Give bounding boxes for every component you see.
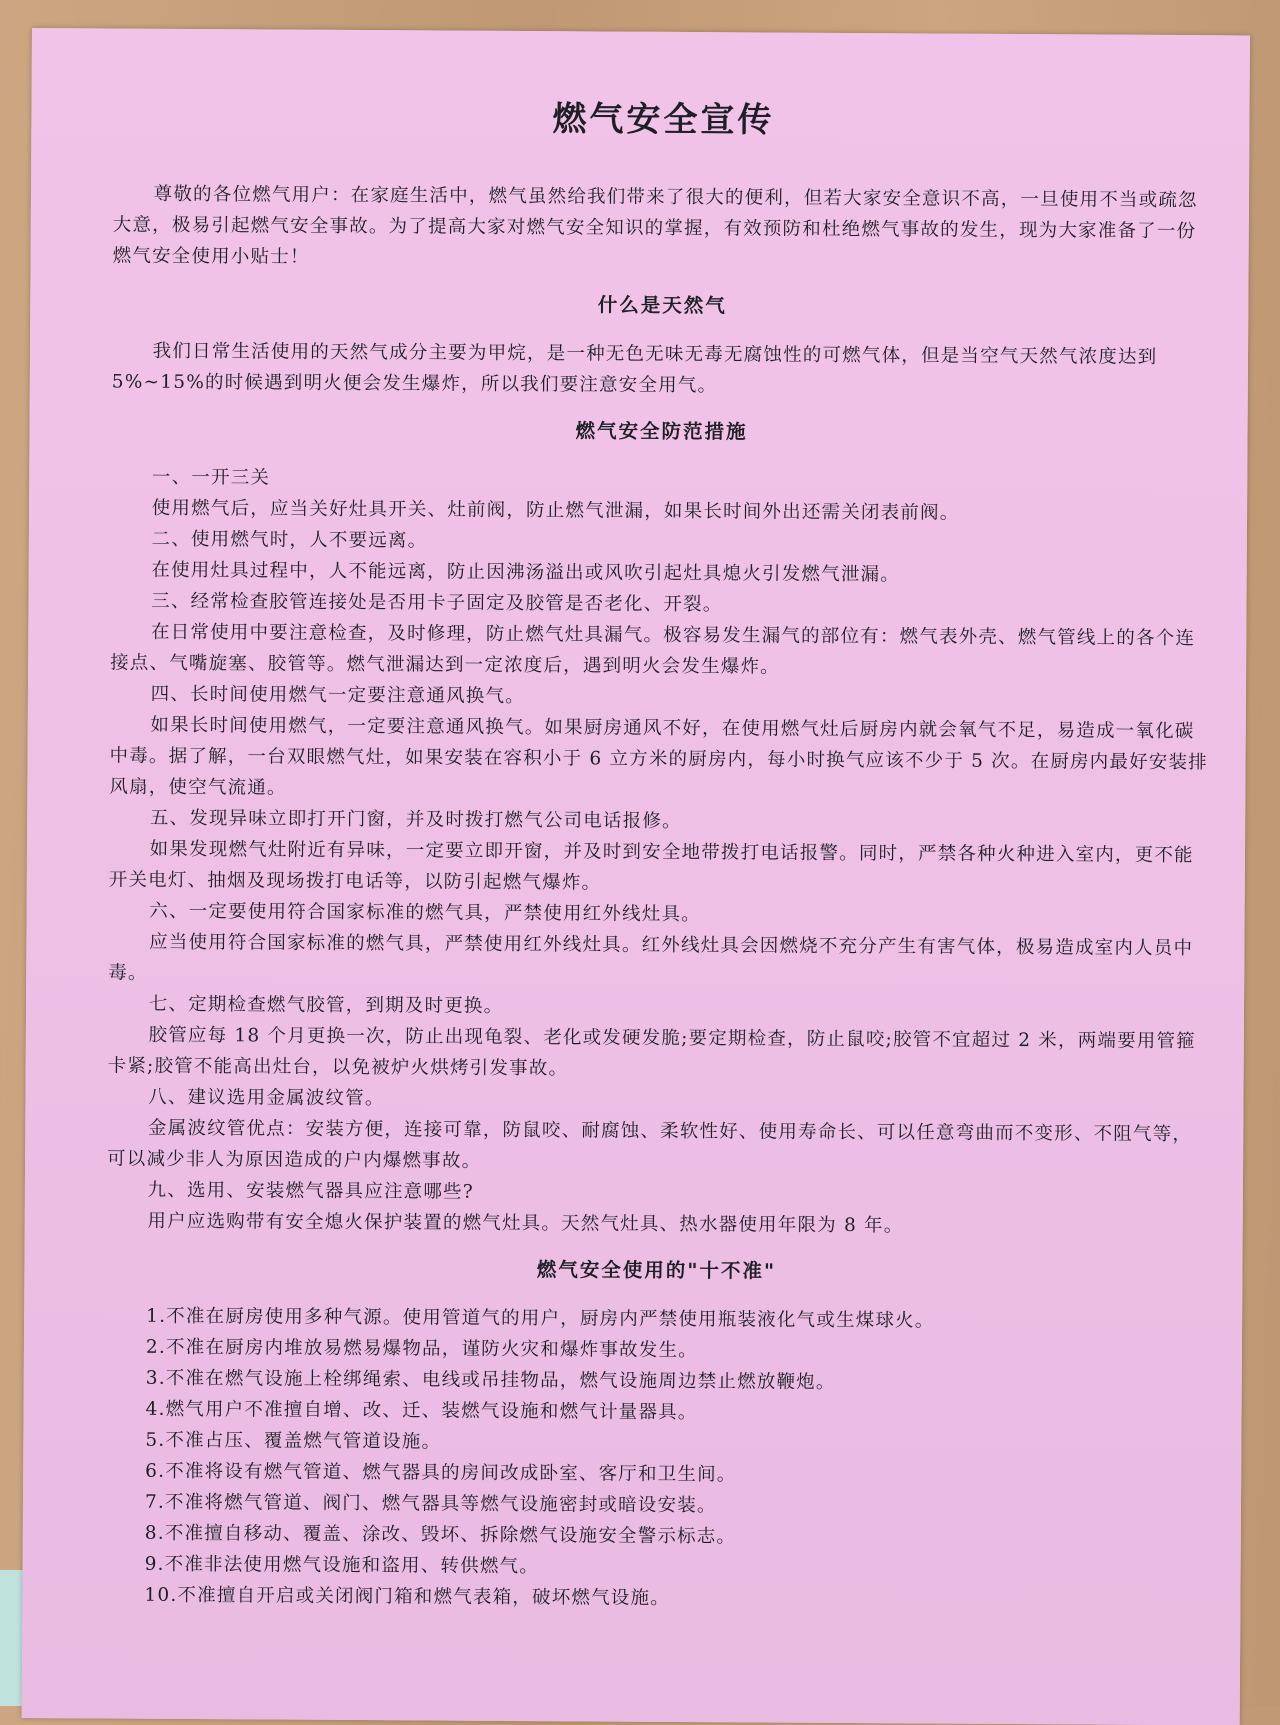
measure-heading: 五、发现异味立即打开门窗，并及时拨打燃气公司电话报修。 [149,807,682,832]
flyer-sheet [22,28,1250,1725]
measure-heading: 四、长时间使用燃气一定要注意通风换气。 [150,683,525,708]
list-item: 9.不准非法使用燃气设施和盗用、转供燃气。 [144,1553,540,1578]
measure-body: 使用燃气后，应当关好灶具开关、灶前阀，防止燃气泄漏，如果长时间外出还需关闭表前阀。 [151,497,960,524]
section-heading-safety-measures: 燃气安全防范措施 [575,419,748,444]
measure-body: 在日常使用中要注意检查，及时修理，防止燃气灶具漏气。极容易发生漏气的部位有：燃气表外壳、燃气管线上的各个连接点、气嘴旋塞、胶管等。燃气泄漏达到一定浓度后，遇到明火会发生爆炸。 [110,621,1196,678]
safety-measures-list [107,461,1212,1243]
intro-paragraph: 尊敬的各位燃气用户：在家庭生活中，燃气虽然给我们带来了很大的便利，但若大家安全意识不高，一旦使用不当或疏忽大意，极易引起燃气安全事故。为了提高大家对燃气安全知识的掌握，有效预防和杜绝燃气事故的发生，现为大家准备了一份燃气安全使用小贴士！ [112,183,1198,268]
measure-body: 金属波纹管优点：安装方便，连接可靠，防鼠咬、耐腐蚀、柔软性好、使用寿命长、可以任意弯曲而不变形、不阻气等，可以减少非人为原因造成的户内爆燃事故。 [107,1117,1193,1172]
measure-body: 如果发现燃气灶附近有异味，一定要立即开窗，并及时到安全地带拨打电话报警。同时，严禁各种火种进入室内，更不能开关电灯、抽烟及现场拨打电话等，以防引起燃气爆炸。 [108,838,1194,894]
list-item: 8.不准擅自移动、覆盖、涂改、毁坏、拆除燃气设施安全警示标志。 [144,1522,737,1548]
list-item: 10.不准擅自开启或关闭阀门箱和燃气表箱，破坏燃气设施。 [144,1584,671,1609]
measure-heading: 七、定期检查燃气胶管，到期及时更换。 [148,993,504,1017]
list-item: 6.不准将设有燃气管道、燃气器具的房间改成卧室、客厅和卫生间。 [145,1460,737,1486]
list-item: 1.不准在厨房使用多种气源。使用管道气的用户，厨房内严禁使用瓶装液化气或生煤球火。 [146,1305,935,1332]
measure-heading: 九、选用、安装燃气器具应注意哪些? [147,1179,474,1203]
measure-body: 应当使用符合国家标准的燃气具，严禁使用红外线灶具。红外线灶具会因燃烧不充分产生有害气体，极易造成室内人员中毒。 [108,931,1194,984]
list-item: 5.不准占压、覆盖燃气管道设施。 [145,1429,442,1453]
measure-heading: 六、一定要使用符合国家标准的燃气具，严禁使用红外线灶具。 [149,900,701,926]
flyer-content [104,94,1213,1617]
section-heading-natural-gas: 什么是天然气 [597,293,727,318]
measure-heading: 二、使用燃气时，人不要远离。 [151,528,428,552]
list-item: 3.不准在燃气设施上栓绑绳索、电线或吊挂物品，燃气设施周边禁止燃放鞭炮。 [145,1367,836,1393]
list-item: 4.燃气用户不准擅自增、改、迁、装燃气设施和燃气计量器具。 [145,1398,698,1424]
measure-body: 胶管应每 18 个月更换一次，防止出现龟裂、老化或发硬发脆;要定期检查，防止鼠咬;胶管不宜超过 2 米，两端要用管箍卡紧;胶管不能高出灶台，以免被炉火烘烤引发事故。 [107,1024,1196,1080]
measure-body: 在使用灶具过程中，人不能远离，防止因沸汤溢出或风吹引起灶具熄火引发燃气泄漏。 [151,559,901,586]
measure-body: 如果长时间使用燃气，一定要注意通风换气。如果厨房通风不好，在使用燃气灶后厨房内就会氧气不足，易造成一氧化碳中毒。据了解，一台双眼燃气灶，如果安装在容积小于 6 立方米的厨房内，每小时换气应该不少于 5 次。在厨房内最好安装排风扇，使空气流通。 [109,714,1208,799]
prohibitions-list [104,1300,1206,1617]
measure-body: 用户应选购带有安全熄火保护装置的燃气灶具。天然气灶具、热水器使用年限为 8 年。 [147,1210,904,1237]
list-item: 7.不准将燃气管道、阀门、燃气器具等燃气设施密封或暗设安装。 [144,1491,717,1517]
measure-heading: 三、经常检查胶管连接处是否用卡子固定及胶管是否老化、开裂。 [151,590,723,616]
measure-heading: 一、一开三关 [151,466,271,489]
list-item: 2.不准在厨房内堆放易燃易爆物品，谨防火灾和爆炸事故发生。 [145,1336,698,1362]
natural-gas-paragraph: 我们日常生活使用的天然气成分主要为甲烷，是一种无色无味无毒无腐蚀性的可燃气体，但是当空气天然气浓度达到 5%~15%的时候遇到明火便会发生爆炸，所以我们要注意安全用气。 [111,340,1158,397]
measure-heading: 八、建议选用金属波纹管。 [148,1086,385,1110]
document-title: 燃气安全宣传 [552,99,775,141]
section-heading-ten-prohibitions: 燃气安全使用的"十不准" [536,1258,777,1283]
